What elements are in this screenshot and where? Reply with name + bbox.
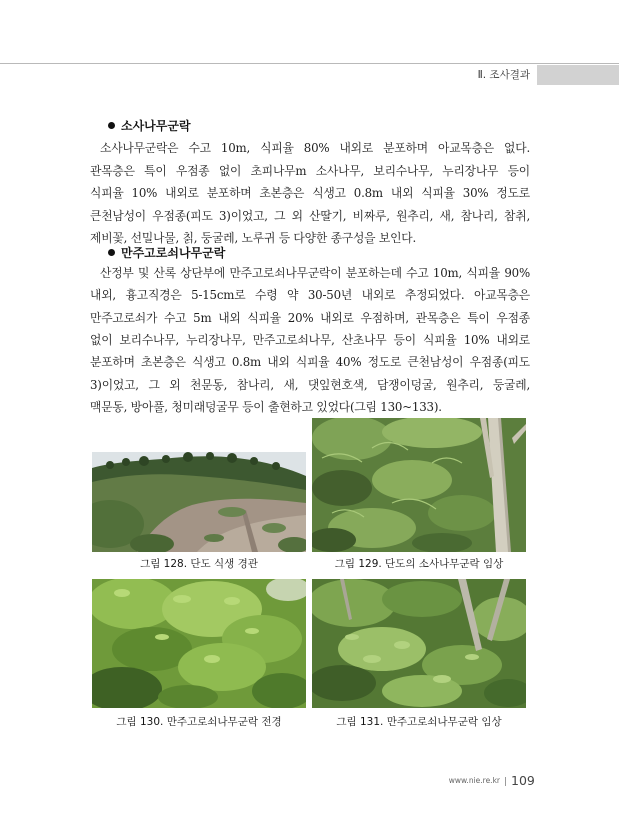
figure-130-caption: 그림 130. 만주고로쇠나무군락 전경 xyxy=(116,716,282,728)
paragraph-line: 만주고로쇠가 수고 5m 내외 식피율 20% 내외로 우점하며, 관목층은 특이 우점종 xyxy=(90,310,530,325)
header-rule xyxy=(0,63,619,64)
section-heading-text: 만주고로쇠나무군락 xyxy=(121,246,226,260)
paragraph-line: 관목층은 특이 우점종 없이 초피나무m 소사나무, 보리수나무, 누리장나무 등이 xyxy=(90,163,530,178)
section-heading-text: 소사나무군락 xyxy=(121,119,191,133)
figure-128-photo xyxy=(92,452,306,552)
paragraph-line: 3)이었고, 그 외 천문동, 참나리, 새, 댓잎현호색, 담쟁이덩굴, 원추리, 둥굴레, xyxy=(90,377,530,392)
page-number: 109 xyxy=(511,773,535,788)
paragraph-line: 없이 보리수나무, 누리장나무, 만주고로쇠나무, 산초나무 등이 식피율 10% 내외로 xyxy=(90,332,530,347)
paragraph-line: 맥문동, 방아풀, 청미래덩굴무 등이 출현하고 있었다(그림 130~133). xyxy=(90,399,442,414)
figure-131-photo xyxy=(312,579,526,708)
paragraph-line: 산정부 및 산록 상단부에 만주고로쇠나무군락이 분포하는데 수고 10m, 식피율 90% xyxy=(100,266,530,280)
paragraph-line: 큰천남성이 우점종(피도 3)이었고, 그 외 산딸기, 비짜루, 원추리, 새, 참나리, 참취, xyxy=(90,208,530,223)
footer-url: www.nie.re.kr xyxy=(448,776,500,785)
paragraph-line: 분포하며 초본층은 식생고 0.8m 내외 식피율 40% 정도로 큰천남성이 우점종(피도 xyxy=(90,355,530,370)
paragraph-line: 내외, 흉고직경은 5-15cm로 수령 약 30-50년 내외로 추정되었다. 아교목층은 xyxy=(90,288,530,303)
chapter-tab-block xyxy=(537,65,619,85)
figure-128-caption: 그림 128. 단도 식생 경관 xyxy=(140,558,258,570)
figure-131-caption: 그림 131. 만주고로쇠나무군락 임상 xyxy=(336,716,502,728)
figure-129-caption: 그림 129. 단도의 소사나무군락 임상 xyxy=(334,558,504,570)
paragraph-line: 식피율 10% 내외로 분포하며 초본층은 식생고 0.8m 내외 식피율 30% 정도로 xyxy=(90,186,530,200)
figure-130-photo xyxy=(92,579,306,708)
bullet-icon xyxy=(108,249,115,256)
paragraph-line: 소사나무군락은 수고 10m, 식피율 80% 내외로 분포하며 아교목층은 없다. xyxy=(100,141,530,155)
footer-divider xyxy=(505,777,506,786)
section-heading-1 xyxy=(108,118,191,134)
paragraph-line: 제비꽃, 선밀나물, 칡, 둥굴레, 노루귀 등 다양한 종구성을 보인다. xyxy=(90,231,417,245)
chapter-header: Ⅱ. 조사결과 xyxy=(477,69,530,81)
bullet-icon xyxy=(108,122,115,129)
section-heading-2 xyxy=(108,245,225,261)
figure-129-photo xyxy=(312,418,526,552)
